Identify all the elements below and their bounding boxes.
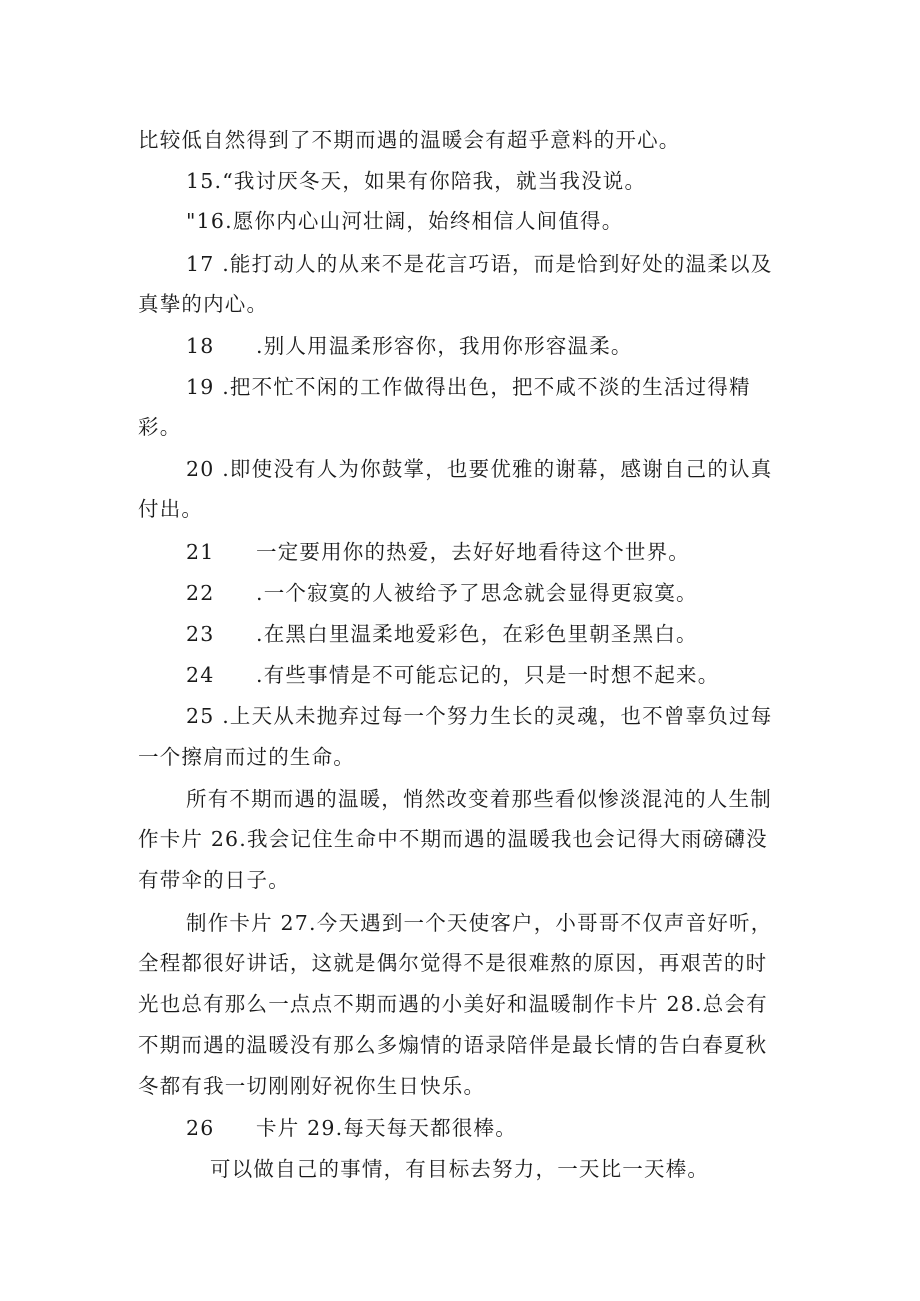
list-item-26 [186,1114,517,1142]
paragraph-line: 光也总有那么一点点不期而遇的小美好和温暖制作卡片 28.总会有 [138,992,768,1016]
item-number: 24 [186,663,215,687]
item-text: .在黑白里温柔地爱彩色，在彩色里朝圣黑白。 [256,622,698,646]
paragraph-line: 不期而遇的温暖没有那么多煽情的语录陪伴是最长情的告白春夏秋 [138,1033,768,1057]
list-item-18 [186,332,633,360]
text-line: 付出。 [138,497,204,521]
paragraph-line: 所有不期而遇的温暖，悄然改变着那些看似惨淡混沌的人生制 [186,787,772,811]
text-line: 一个擦肩而过的生命。 [138,745,355,769]
item-number: 21 [186,540,215,564]
list-item-19: 19 .把不忙不闲的工作做得出色，把不咸不淡的生活过得精 [186,375,751,399]
item-text: .有些事情是不可能忘记的，只是一时想不起来。 [256,663,720,687]
text-line: 比较低自然得到了不期而遇的温暖会有超乎意料的开心。 [138,128,681,152]
list-item-24 [186,661,719,689]
list-item-15: 15.“我讨厌冬天，如果有你陪我，就当我没说。 [186,169,647,193]
item-text: .一个寂寞的人被给予了思念就会显得更寂寞。 [256,581,698,605]
list-item-21 [186,538,690,566]
item-text: 卡片 29.每天每天都很棒。 [256,1116,517,1140]
list-item-20: 20 .即使没有人为你鼓掌，也要优雅的谢幕，感谢自己的认真 [186,457,773,481]
list-item-23 [186,620,698,648]
paragraph-line: 有带伞的日子。 [138,868,290,892]
item-text: 一定要用你的热爱，去好好地看待这个世界。 [256,540,690,564]
item-number: 18 [186,334,215,358]
paragraph-line: 制作卡片 27.今天遇到一个天使客户，小哥哥不仅声音好听， [186,911,773,935]
paragraph-line: 冬都有我一切刚刚好祝你生日快乐。 [138,1074,486,1098]
item-text: .别人用温柔形容你，我用你形容温柔。 [256,334,633,358]
list-item-17: 17 .能打动人的从来不是花言巧语，而是恰到好处的温柔以及 [186,252,773,276]
text-line: 真挚的内心。 [138,292,269,316]
item-number: 23 [186,622,215,646]
paragraph-line: 全程都很好讲话，这就是偶尔觉得不是很难熬的原因，再艰苦的时 [138,951,768,975]
paragraph-line: 可以做自己的事情，有目标去努力，一天比一天棒。 [210,1157,710,1181]
paragraph-line: 作卡片 26.我会记住生命中不期而遇的温暖我也会记得大雨磅礴没 [138,827,768,851]
item-number: 26 [186,1116,215,1140]
item-number: 22 [186,581,215,605]
list-item-25: 25 .上天从未抛弃过每一个努力生长的灵魂，也不曾辜负过每 [186,704,773,728]
text-line: 彩。 [138,415,182,439]
list-item-16: "16.愿你内心山河壮阔，始终相信人间值得。 [186,209,624,233]
list-item-22 [186,579,698,607]
